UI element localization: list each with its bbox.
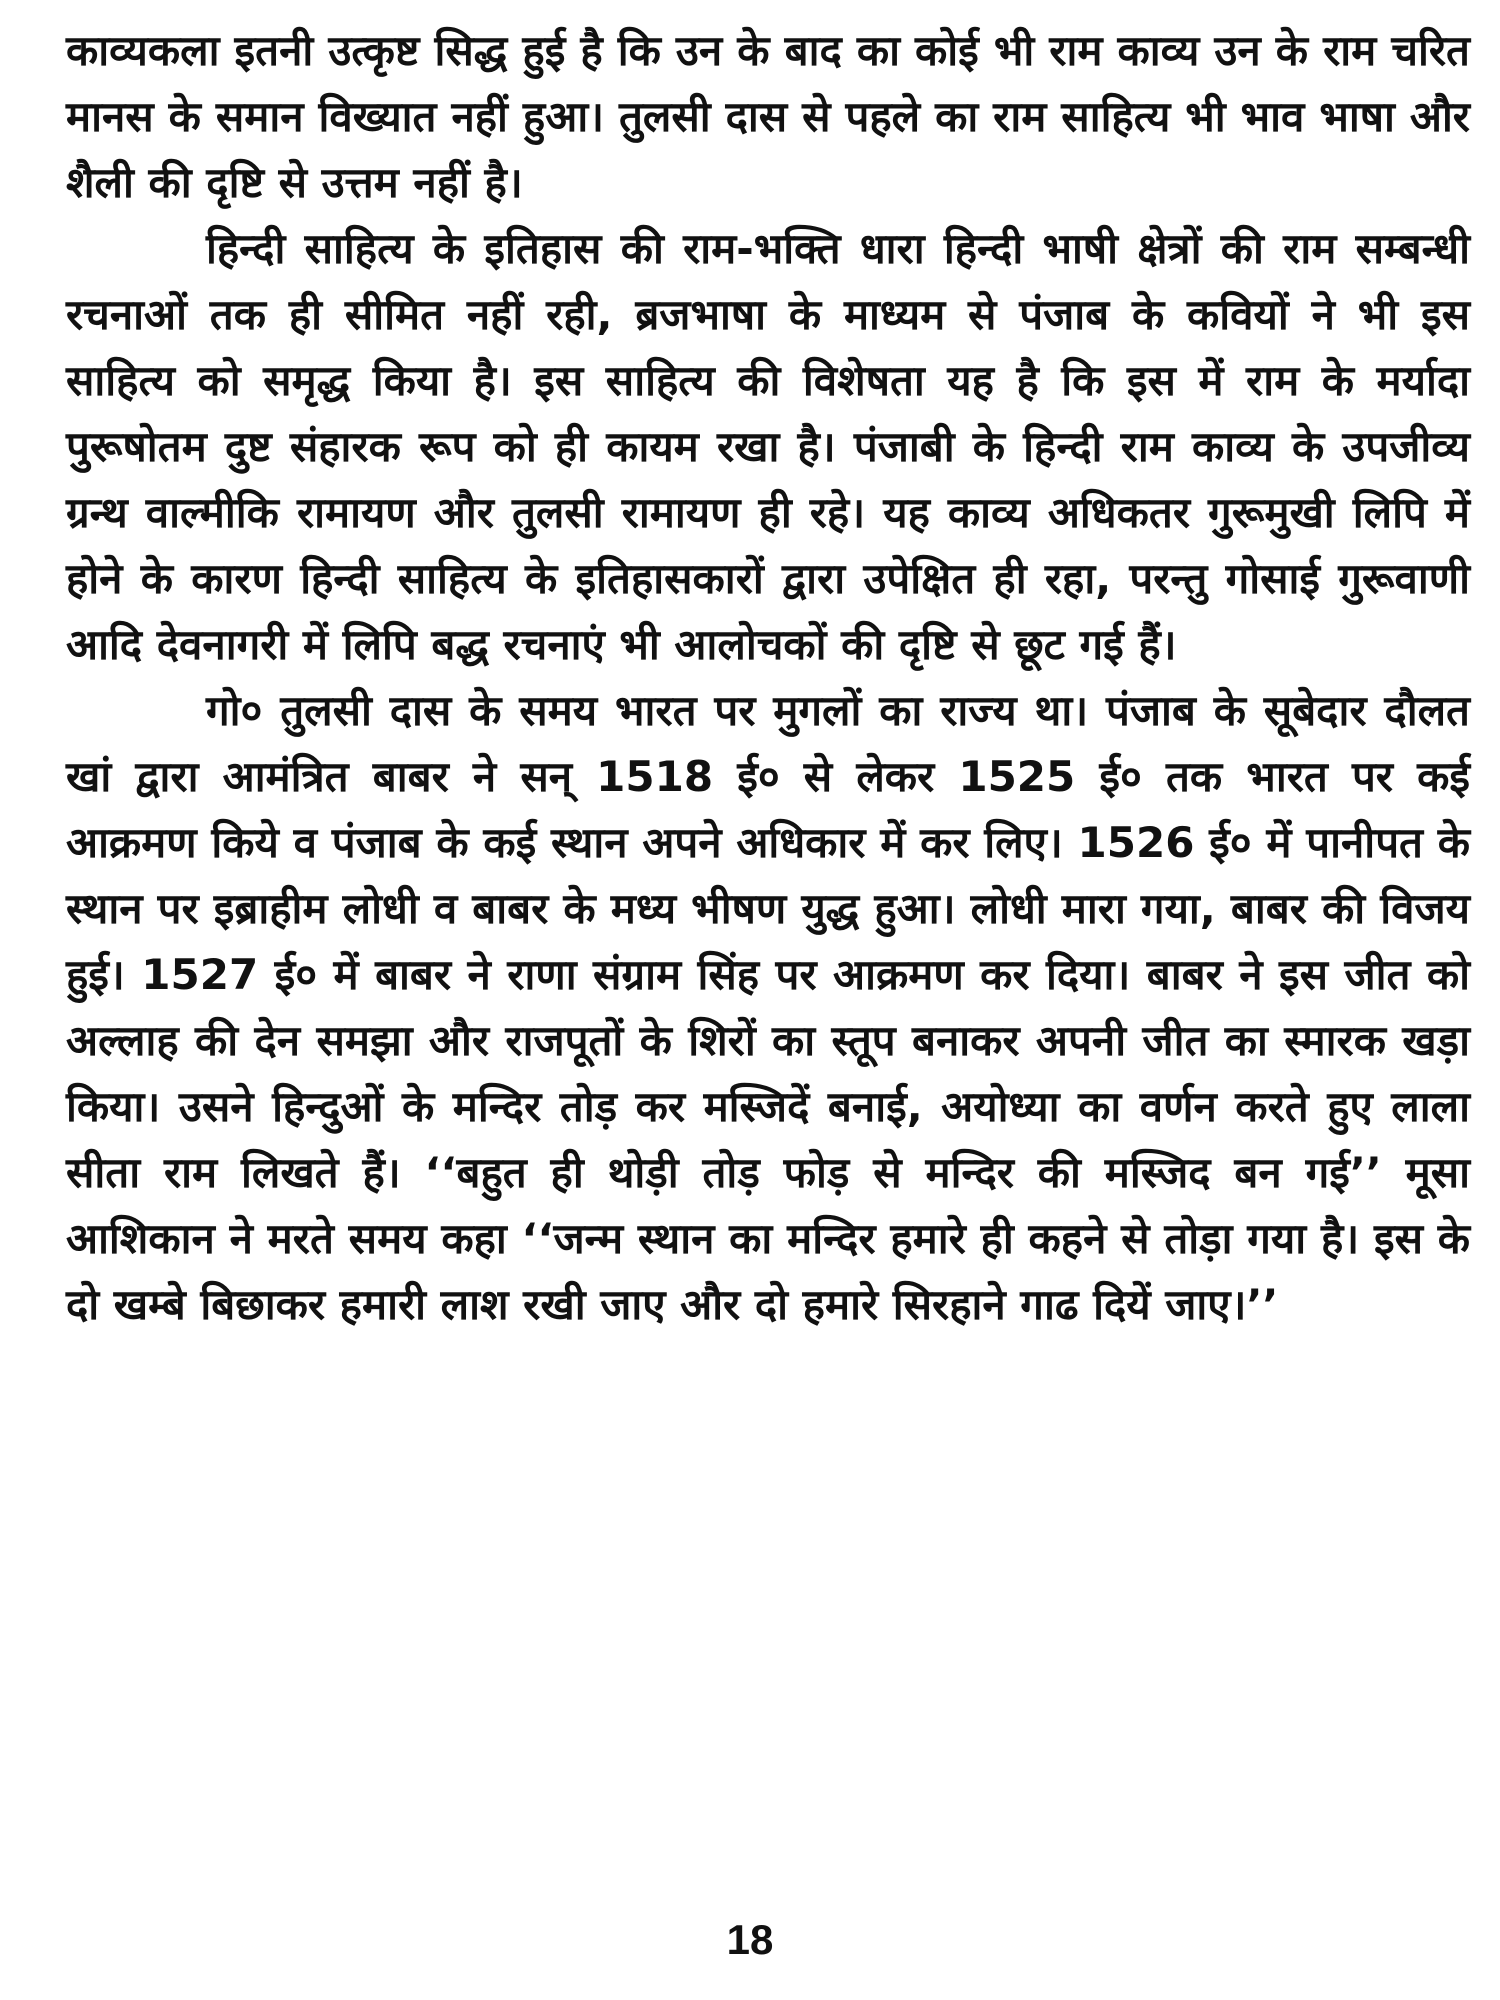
- paragraph-ram-bhakti: हिन्दी साहित्य के इतिहास की राम-भक्ति धारा हिन्दी भाषी क्षेत्रों की राम सम्बन्धी रचनाओं तक ही सीमित नहीं रही, ब्रजभाषा के माध्यम से पंजाब के कवियों ने भी इस साहित्य को समृद्ध किया है। इस साहित्य की विशेषता यह है कि इस में राम के मर्यादा पुरूषोतम दुष्ट संहारक रूप को ही कायम रखा है। पंजाबी के हिन्दी राम काव्य के उपजीव्य ग्रन्थ वाल्मीकि रामायण और तुलसी रामायण ही रहे। यह काव्य अधिकतर गुरूमुखी लिपि में होने के कारण हिन्दी साहित्य के इतिहासकारों द्वारा उपेक्षित ही रहा, परन्तु गोसाई गुरूवाणी आदि देवनागरी में लिपि बद्ध रचनाएं भी आलोचकों की दृष्टि से छूट गई हैं।: [66, 224, 1470, 669]
- page-number: 18: [726, 1916, 774, 1963]
- body-text: [66, 18, 1470, 1338]
- paragraph-continued: काव्यकला इतनी उत्कृष्ट सिद्ध हुई है कि उन के बाद का कोई भी राम काव्य उन के राम चरित मानस के समान विख्यात नहीं हुआ। तुलसी दास से पहले का राम साहित्य भी भाव भाषा और शैली की दृष्टि से उत्तम नहीं है।: [66, 26, 1470, 207]
- paragraph-mughal-history: गो० तुलसी दास के समय भारत पर मुगलों का राज्य था। पंजाब के सूबेदार दौलत खां द्वारा आमंत्रित बाबर ने सन् 1518 ई० से लेकर 1525 ई० तक भारत पर कई आक्रमण किये व पंजाब के कई स्थान अपने अधिकार में कर लिए। 1526 ई० में पानीपत के स्थान पर इब्राहीम लोधी व बाबर के मध्य भीषण युद्ध हुआ। लोधी मारा गया, बाबर की विजय हुई। 1527 ई० में बाबर ने राणा संग्राम सिंह पर आक्रमण कर दिया। बाबर ने इस जीत को अल्लाह की देन समझा और राजपूतों के शिरों का स्तूप बनाकर अपनी जीत का स्मारक खड़ा किया। उसने हिन्दुओं के मन्दिर तोड़ कर मस्जिदें बनाई, अयोध्या का वर्णन करते हुए लाला सीता राम लिखते हैं। ‘‘बहुत ही थोड़ी तोड़ फोड़ से मन्दिर की मस्जिद बन गई’’ मूसा आशिकान ने मरते समय कहा ‘‘जन्म स्थान का मन्दिर हमारे ही कहने से तोड़ा गया है। इस के दो खम्बे बिछाकर हमारी लाश रखी जाए और दो हमारे सिरहाने गाढ दियें जाए।’’: [66, 686, 1470, 1329]
